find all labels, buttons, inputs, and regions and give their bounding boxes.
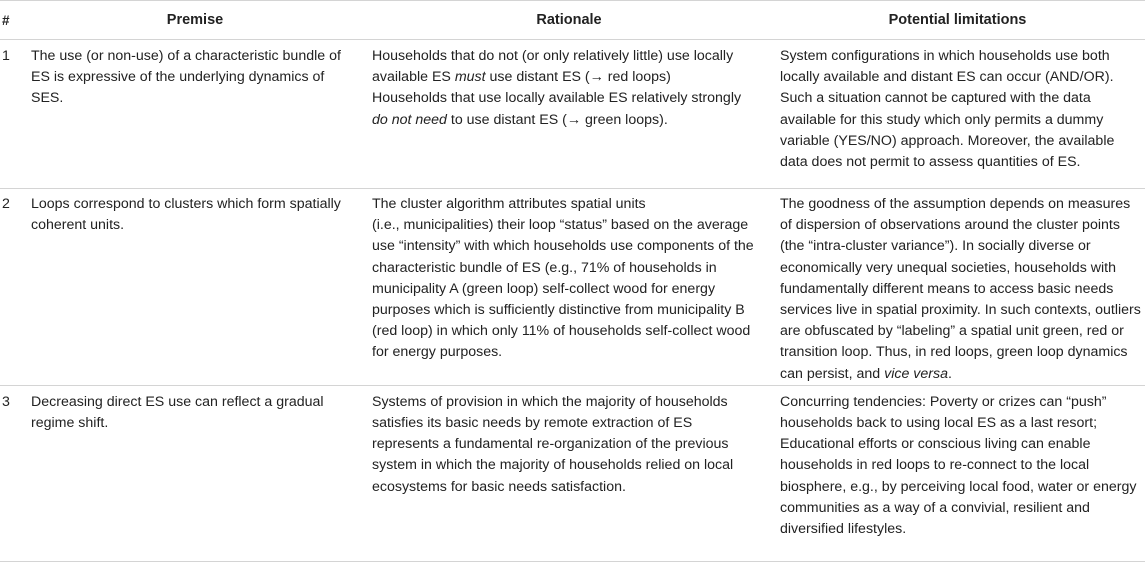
header-row [0,1,1145,40]
premise-cell: Decreasing direct ES use can reflect a gradual regime shift. [22,385,368,561]
premise-cell: The use (or non-use) of a characteristic bundle of ES is expressive of the underlying dynamics of SES. [22,40,368,189]
premise-cell: Loops correspond to clusters which form spatially coherent units. [22,189,368,386]
rationale-cell [368,189,770,386]
table-row [0,40,1145,189]
limitations-cell: Concurring tendencies: Poverty or crizes can “push” households back to using local ES as a last resort; Educational efforts or conscious living can enable households in red loops to re-connect to the local biosphere, e.g., by perceiving local food, water or energy communities as a way of a convivial, resilient and diversified lifestyles. [770,385,1145,561]
rationale-line: Households that do not (or only relatively little) use locally available ES must use distant ES (→ red loops) [372,48,734,86]
rationale-cell: Systems of provision in which the majority of households satisfies its basic needs by remote extraction of ES represents a fundamental re-organization of the previous system in which the majority of households relied on local ecosystems for basic needs satisfaction. [368,385,770,561]
header-rationale: Rationale [368,1,770,40]
header-premise: Premise [22,1,368,40]
rationale-cell [368,40,770,189]
rationale-line: Households that use locally available ES relatively strongly do not need to use distant ES (→ green loops). [372,90,742,128]
row-number: 1 [0,40,22,189]
table-row [0,385,1145,561]
table-row [0,189,1145,386]
rationale-line: The cluster algorithm attributes spatial units [372,196,646,212]
limitations-cell: The goodness of the assumption depends on measures of dispersion of observations around the cluster points (the “intra-cluster variance”). In socially diverse or economically very unequal societies, households with fundamentally different means to access basic needs services live in spatial proximity. In such contexts, outliers are obfuscated by “labeling” a spatial unit green, red or transition loop. Thus, in red loops, green loop dynamics can persist, and vice versa. [770,189,1145,386]
row-number: 3 [0,385,22,561]
header-limitations: Potential limitations [770,1,1145,40]
limitations-cell: System configurations in which households use both locally available and distant ES can occur (AND/OR). Such a situation cannot be captured with the data available for this study which only permits a dummy variable (YES/NO) approach. Moreover, the available data does not permit to assess quantities of ES. [770,40,1145,189]
row-number: 2 [0,189,22,386]
header-num: # [0,1,22,40]
rationale-line: (i.e., municipalities) their loop “status” based on the average use “intensity” with which households use components of the characteristic bundle of ES (e.g., 71% of households in municipality A (green loop) self-collect wood for energy purposes which is sufficiently distinctive from municipality B (red loop) in which only 11% of households self-collect wood for energy purposes. [372,217,754,361]
